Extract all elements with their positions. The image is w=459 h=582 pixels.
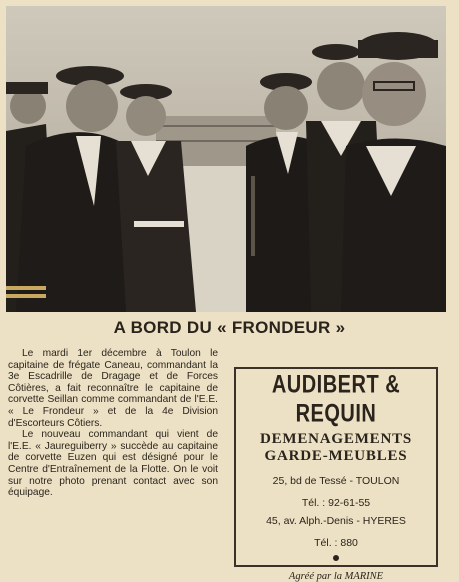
article-paragraph: Le nouveau commandant qui vient de l'E.E. « Jaureguiberry » succède au capitaine de corvette Euzen qui est désigné pour le Centre d'Entraînement de la Flotte. On le voit sur notre photo prenant contact avec son équipage. — [8, 429, 218, 499]
article-paragraph: Le mardi 1er décembre à Toulon le capitaine de frégate Caneau, commandant la 3e Escadrille de Dragage et de Forces Côtières, a fait reconnaître le capitaine de corvette Seillan comme commandant de l'E.E. « Le Frondeur » et de la 4e Division d'Escorteurs Côtiers. — [8, 348, 218, 429]
news-photo — [6, 6, 446, 312]
naval-officers-photo-icon — [6, 6, 446, 312]
ad-address: 45, av. Alph.-Denis - HYERES — [266, 515, 406, 527]
ad-service: DEMENAGEMENTS — [259, 431, 413, 447]
bullet-icon — [333, 555, 339, 561]
ad-approval: Agréé par la MARINE — [288, 571, 384, 582]
ad-phone: Tél. : 880 — [314, 537, 358, 549]
article-headline: A BORD DU « FRONDEUR » — [113, 318, 346, 337]
article-body — [8, 348, 218, 499]
ad-service: GARDE-MEUBLES — [264, 448, 408, 464]
ad-phone: Tél. : 92-61-55 — [301, 497, 371, 509]
ad-company-name: AUDIBERT & REQUIN — [271, 371, 401, 428]
ad-address: 25, bd de Tessé - TOULON — [272, 475, 400, 487]
advertisement-box — [234, 367, 438, 582]
